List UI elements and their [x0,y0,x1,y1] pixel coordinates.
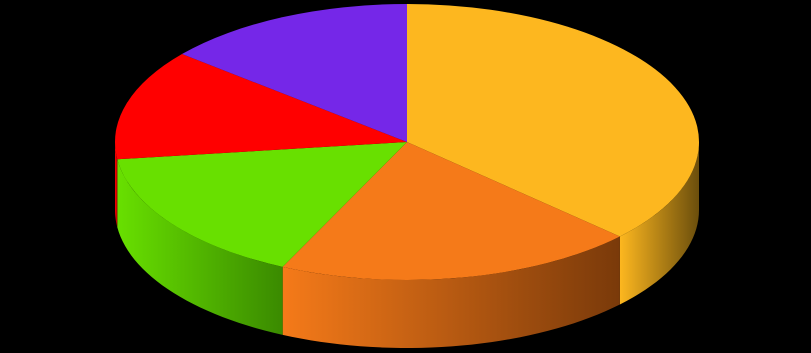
pie-top-layer [115,4,699,280]
